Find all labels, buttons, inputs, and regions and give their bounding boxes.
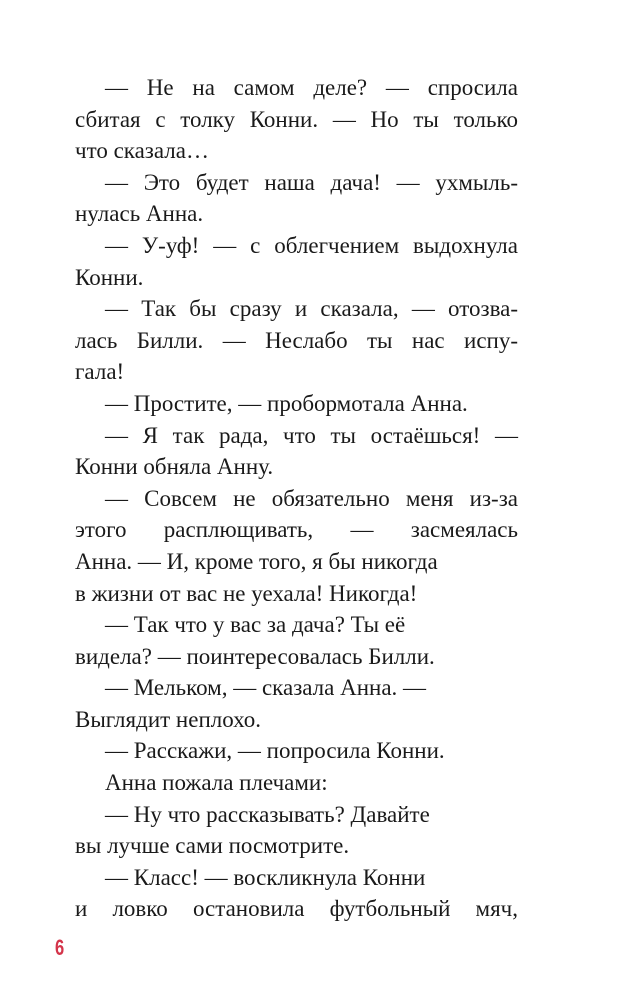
body-text — [75, 72, 518, 925]
text-line: Конни. — [75, 264, 144, 290]
text-line: — Мельком, — сказала Анна. — — [105, 675, 427, 701]
text-line: нулась Анна. — [75, 201, 204, 227]
text-line: — Расскажи, — попросила Конни. — [105, 738, 445, 764]
text-line: что сказала… — [75, 138, 209, 164]
text-line: Выглядит неплохо. — [75, 706, 262, 732]
text-line: лась Билли. — Неслабо ты нас испу- — [75, 327, 518, 353]
text-line: — Так что у вас за дача? Ты её — [105, 612, 406, 638]
text-line: — Это будет наша дача! — ухмыль- — [105, 169, 518, 195]
text-line: этого расплющивать, — засмеялась — [75, 517, 518, 543]
text-line: гала! — [75, 359, 125, 385]
text-line: — Так бы сразу и сказала, — отозва- — [105, 296, 518, 322]
text-line: вы лучше сами посмотрите. — [75, 833, 350, 859]
text-line: — Класс! — воскликнула Конни — [105, 864, 426, 890]
text-line: — Ну что рассказывать? Давайте — [105, 801, 430, 827]
text-line: — Я так рада, что ты остаёшься! — — [105, 422, 518, 448]
text-line: — У-уф! — с облегчением выдохнула — [105, 232, 518, 258]
text-line: сбитая с толку Конни. — Но ты только — [75, 106, 518, 132]
text-line: Анна. — И, кроме того, я бы никогда — [75, 548, 438, 574]
text-line: — Простите, — пробормотала Анна. — [105, 390, 468, 416]
text-line: и ловко остановила футбольный мяч, — [75, 896, 518, 922]
text-line: — Не на самом деле? — спросила — [105, 75, 518, 100]
text-line: видела? — поинтересовалась Билли. — [75, 643, 435, 669]
page-number: 6 — [55, 935, 65, 960]
text-line: Анна пожала плечами: — [105, 770, 328, 796]
text-line: Конни обняла Анну. — [75, 454, 274, 480]
text-line: — Совсем не обязательно меня из-за — [105, 485, 518, 511]
text-line: в жизни от вас не уехала! Никогда! — [75, 580, 418, 606]
